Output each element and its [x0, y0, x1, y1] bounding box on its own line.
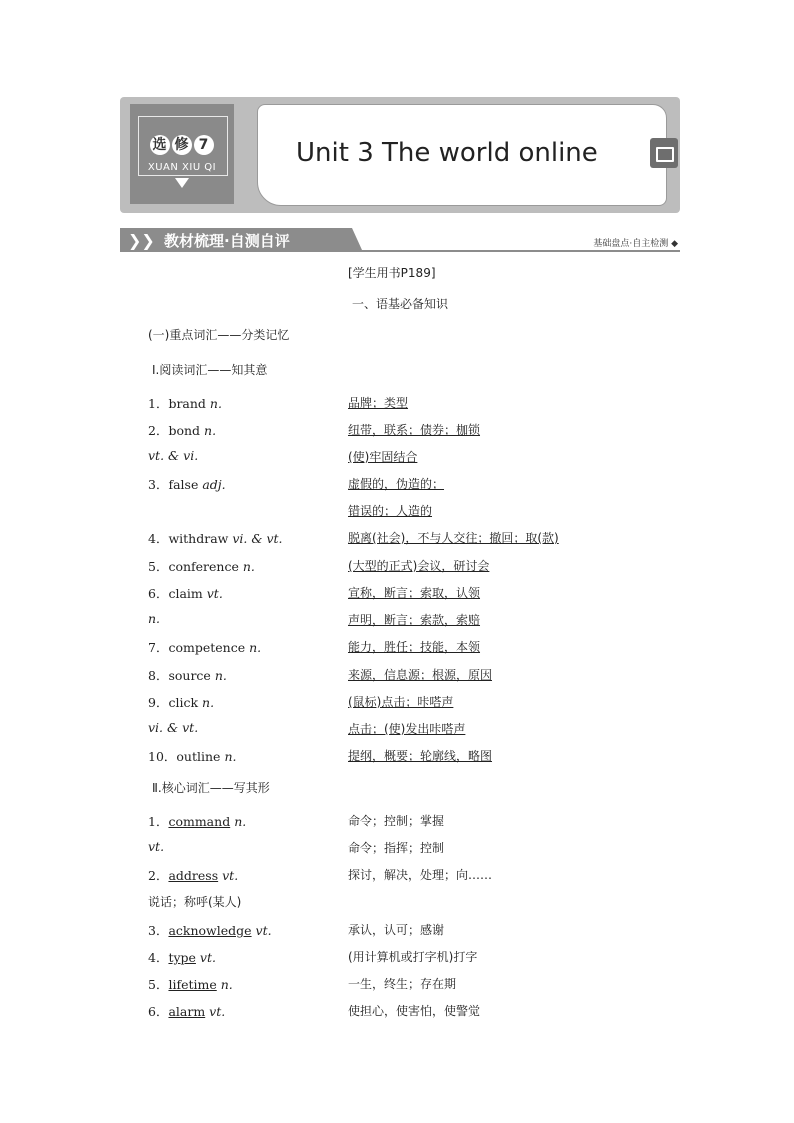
vocab-entry: 2．address vt.	[148, 868, 239, 883]
part1-title: Ⅰ.阅读词汇——知其意	[152, 363, 268, 377]
section-right-label	[593, 236, 678, 249]
vocab-meaning: 错误的；人造的	[348, 504, 433, 518]
badge-char-2: 修	[172, 135, 192, 155]
vocab-entry: 5．conference n.	[148, 559, 255, 574]
vocab-meaning: (大型的正式)会议，研讨会	[348, 559, 490, 573]
diamond-icon: ◆	[671, 239, 678, 249]
subheading: (一)重点词汇——分类记忆	[148, 328, 290, 342]
section-bar	[120, 228, 680, 252]
vocab-meaning: 脱离(社会)，不与人交往；撤回；取(款)	[348, 531, 559, 545]
vocab-entry: 10．outline n.	[148, 749, 237, 764]
vocab-entry: 4．withdraw vi. & vt.	[148, 531, 283, 546]
badge-triangle-icon	[175, 178, 189, 188]
section-label: 教材梳理·自测自评	[164, 232, 290, 250]
vocab-entry: 3．false adj.	[148, 477, 226, 492]
vocab-entry: 1．brand n.	[148, 396, 222, 411]
vocab-meaning: 一生，终生；存在期	[348, 977, 457, 991]
vocab-entry: 6．claim vt.	[148, 586, 223, 601]
vocab-meaning: (鼠标)点击；咔嗒声	[348, 695, 454, 709]
elective-badge	[130, 104, 234, 204]
page-reference: [学生用书P189]	[348, 266, 436, 280]
vocab-meaning: 提纲，概要；轮廓线，略图	[348, 749, 493, 763]
vocab-meaning: 纽带，联系；债券；枷锁	[348, 423, 481, 437]
badge-char-3: 7	[194, 135, 214, 155]
vocab-meaning: 声明，断言；索款，索赔	[348, 613, 481, 627]
vocab-meaning: 命令；控制；掌握	[348, 814, 445, 828]
vocab-meaning: 探讨，解决，处理；向……	[348, 868, 493, 882]
vocab-meaning: 使担心，使害怕，使警觉	[348, 1004, 481, 1018]
vocab-entry: 4．type vt.	[148, 950, 216, 965]
vocab-meaning: 命令；指挥；控制	[348, 841, 445, 855]
vocab-pos: n.	[148, 611, 161, 626]
vocab-meaning-continued: 说话；称呼(某人)	[148, 895, 242, 909]
vocab-entry: 8．source n.	[148, 668, 227, 683]
section-heading: 一、语基必备知识	[352, 297, 449, 311]
vocab-entry: 2．bond n.	[148, 423, 217, 438]
vocab-meaning: 虚假的，伪造的；	[348, 477, 445, 491]
vocab-entry: 9．click n.	[148, 695, 215, 710]
vocab-meaning: 来源，信息源；根源，原因	[348, 668, 493, 682]
badge-char-1: 选	[150, 135, 170, 155]
vocab-pos: vt. & vi.	[148, 448, 199, 463]
vocab-entry: 6．alarm vt.	[148, 1004, 226, 1019]
vocab-entry: 1．command n.	[148, 814, 247, 829]
unit-title: Unit 3 The world online	[296, 138, 598, 168]
vocab-meaning: 承认，认可；感谢	[348, 923, 445, 937]
book-search-icon	[650, 138, 678, 168]
badge-subtitle: XUAN XIU QI	[147, 162, 217, 173]
badge-title	[140, 134, 224, 155]
part2-title: Ⅱ.核心词汇——写其形	[152, 781, 270, 795]
section-right-text: 基础盘点·自主检测	[593, 239, 669, 249]
vocab-entry: 3．acknowledge vt.	[148, 923, 272, 938]
vocab-meaning: (用计算机或打字机)打字	[348, 950, 478, 964]
vocab-entry: 7．competence n.	[148, 640, 262, 655]
vocab-pos: vi. & vt.	[148, 720, 199, 735]
vocab-meaning: 宣称，断言；索取，认领	[348, 586, 481, 600]
vocab-meaning: 点击；(使)发出咔嗒声	[348, 722, 466, 736]
vocab-meaning: 能力，胜任；技能，本领	[348, 640, 481, 654]
vocab-meaning: 品牌；类型	[348, 396, 409, 410]
vocab-meaning: (使)牢固结合	[348, 450, 418, 464]
vocab-pos: vt.	[148, 839, 165, 854]
chevron-right-icon: ❯❯	[128, 231, 155, 250]
vocab-entry: 5．lifetime n.	[148, 977, 233, 992]
